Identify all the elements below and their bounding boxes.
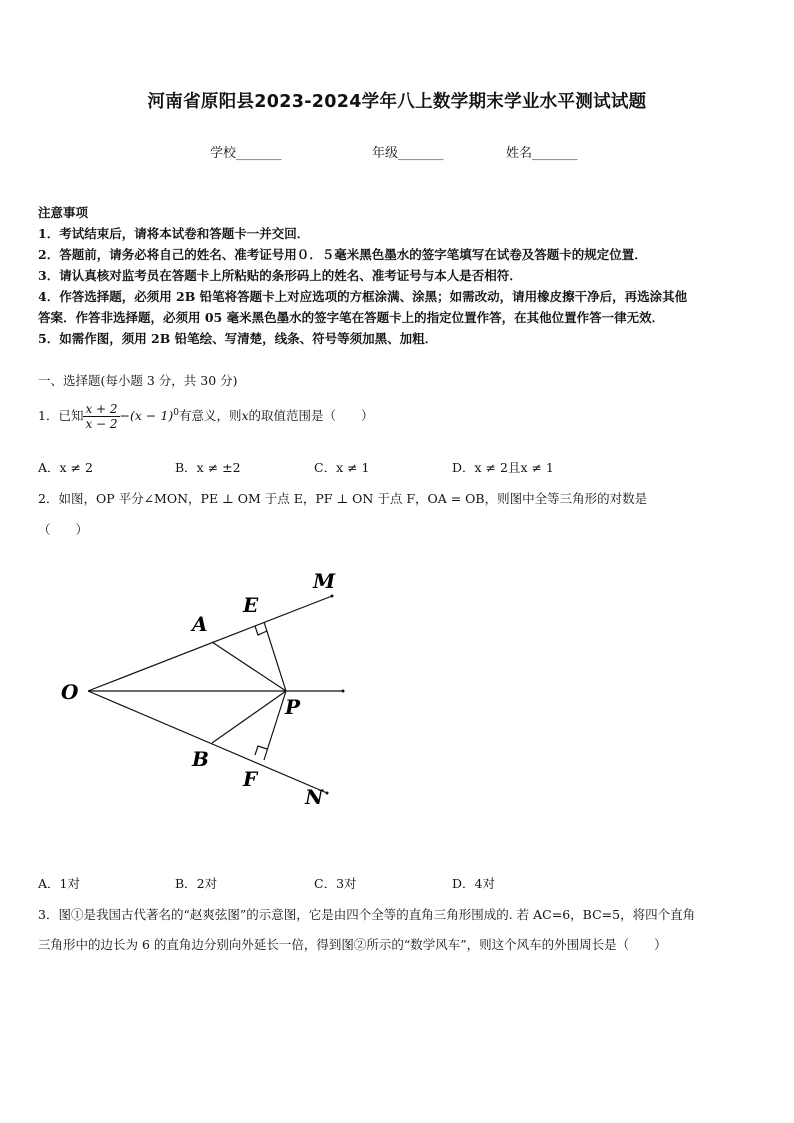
q1-option-d: D．x ≠ 2且x ≠ 1 (452, 460, 554, 475)
q1-mid: 有意义，则 (178, 408, 242, 423)
q1-exponent: 0 (173, 407, 179, 418)
notice-heading: 注意事项 (38, 205, 89, 220)
q2-option-a: A．1对 (38, 876, 80, 891)
question-1 (38, 402, 374, 431)
school-field: 学校_______ (210, 146, 282, 161)
ray-om (88, 596, 332, 691)
q2-option-c: C．3对 (314, 876, 357, 891)
notice-item: 2．答题前，请务必将自己的姓名、准考证号用０．５毫米黑色墨水的签字笔填写在试卷及答题卡的规定位置． (38, 247, 647, 262)
label-e: E (243, 593, 259, 617)
exam-title: 河南省原阳县2023-2024学年八上数学期末学业水平测试试题 (147, 92, 647, 112)
q1-suffix: 的取值范围是（ ） (248, 408, 374, 423)
q1-prefix: 1．已知 (38, 408, 84, 423)
notice-item: 3．请认真核对监考员在答题卡上所粘贴的条形码上的姓名、准考证号与本人是否相符． (38, 268, 522, 283)
q1-option-c: C．x ≠ 1 (314, 460, 370, 475)
notice-item: 4．作答选择题，必须用 2B 铅笔将答题卡上对应选项的方框涂满、涂黑；如需改动，请用橡皮擦干净后，再选涂其他 (38, 289, 688, 304)
notice-item: 5．如需作图，须用 2B 铅笔绘、写清楚，线条、符号等须加黑、加粗． (38, 331, 438, 346)
segment-bp (212, 691, 286, 743)
label-f: F (243, 767, 258, 791)
segment-ap (212, 642, 286, 691)
q2-figure (55, 560, 355, 815)
q1-fraction (83, 402, 119, 431)
point-ray-end (342, 690, 345, 693)
label-b: B (192, 747, 209, 771)
label-p: P (285, 695, 301, 719)
name-field: 姓名_______ (506, 146, 578, 161)
q1-denominator: x − 2 (85, 417, 118, 431)
q2-option-d: D．4对 (452, 876, 495, 891)
label-m: M (313, 569, 336, 593)
q2-option-b: B．2对 (175, 876, 218, 891)
q1-variable: x (241, 408, 249, 423)
point-m (331, 595, 334, 598)
q2-stem-line1: 2．如图，OP 平分∠MON，PE ⊥ OM 于点 E，PF ⊥ ON 于点 F，OA = OB，则图中全等三角形的对数是 (38, 491, 648, 506)
grade-field: 年级_______ (372, 146, 444, 161)
q3-stem-line2: 三角形中的边长为 6 的直角边分别向外延长一倍，得到图②所示的“数学风车”，则这个风车的外围周长是（ ） (38, 937, 667, 952)
section-heading: 一、选择题(每小题 3 分，共 30 分) (38, 373, 238, 388)
q1-term: −(x − 1) (119, 408, 174, 423)
q1-option-a: A．x ≠ 2 (38, 460, 93, 475)
q2-stem-line2: （ ） (38, 522, 89, 537)
right-angle-f (255, 746, 267, 755)
notice-item: 1．考试结束后，请将本试卷和答题卡一并交回． (38, 226, 310, 241)
q1-option-b: B．x ≠ ±2 (175, 460, 241, 475)
q3-stem-line1: 3．图①是我国古代著名的“赵爽弦图”的示意图，它是由四个全等的直角三角形围成的. 若 AC=6，BC=5，将四个直角 (38, 907, 696, 922)
q1-numerator: x + 2 (85, 402, 118, 416)
label-o: O (61, 680, 79, 704)
label-n: N (305, 785, 324, 809)
notice-item: 答案．作答非选择题，必须用 05 毫米黑色墨水的签字笔在答题卡上的指定位置作答，在其他位置作答一律无效． (38, 310, 665, 325)
point-n (326, 792, 329, 795)
label-a: A (192, 612, 208, 636)
segment-pe (264, 622, 286, 691)
segment-pf (264, 691, 286, 760)
